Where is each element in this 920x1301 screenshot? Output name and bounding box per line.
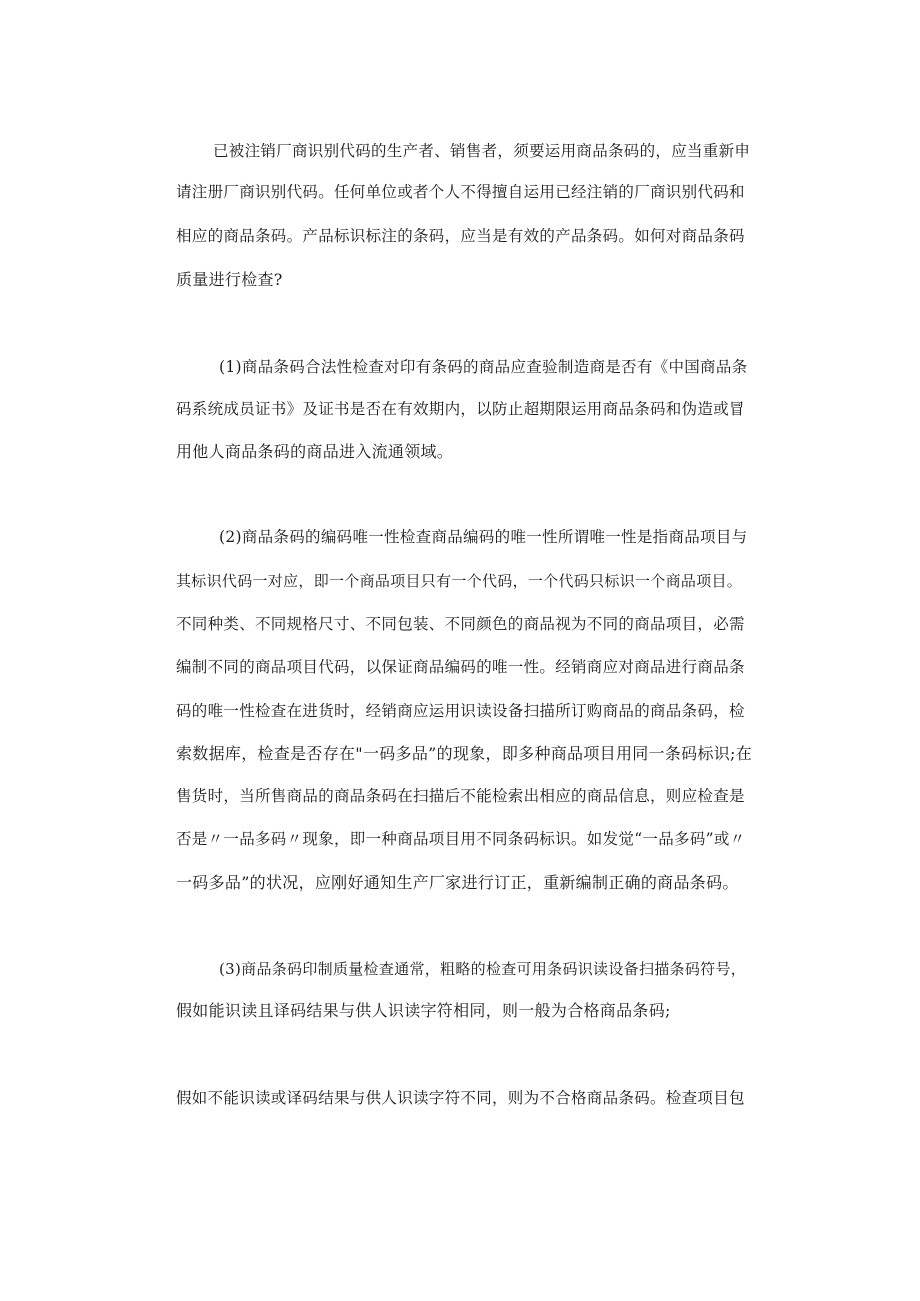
paragraph-3-line-6: 索数据库，检查是否存在"一码多品”的现象，即多种商品项目用同一条码标识;在 (176, 744, 753, 763)
paragraph-3-line-8: 否是〃一品多码〃现象，即一种商品项目用不同条码标识。如发觉“一品多码”或〃 (176, 830, 746, 848)
paragraph-4-line-1: (3)商品条码印制质量检查通常，粗略的检查可用条码识读设备扫描条码符号， (219, 960, 747, 978)
paragraph-1-line-3: 相应的商品条码。产品标识标注的条码，应当是有效的产品条码。如何对商品条码 (176, 227, 745, 245)
paragraph-3-line-7: 售货时，当所售商品的商品条码在扫描后不能检索出相应的商品信息，则应检查是 (176, 787, 745, 805)
paragraph-3-line-3: 不同种类、不同规格尺寸、不同包装、不同颜色的商品视为不同的商品项目，必需 (176, 615, 745, 633)
paragraph-2-line-1: (1)商品条码合法性检查对印有条码的商品应查验制造商是否有《中国商品条 (219, 358, 748, 376)
paragraph-3-line-2: 其标识代码一对应，即一个商品项目只有一个代码，一个代码只标识一个商品项目。 (176, 572, 743, 590)
paragraph-1-line-4: 质量进行检查? (176, 270, 283, 289)
paragraph-3-line-1: (2)商品条码的编码唯一性检查商品编码的唯一性所谓唯一性是指商品项目与 (219, 528, 748, 546)
paragraph-1-line-1: 已被注销厂商识别代码的生产者、销售者，须要运用商品条码的，应当重新申 (213, 142, 751, 160)
paragraph-3-line-9: 一码多品”的状况，应刚好通知生产厂家进行订正，重新编制正确的商品条码。 (176, 873, 739, 892)
paragraph-5-line-1: 假如不能识读或译码结果与供人识读字符不同，则为不合格商品条码。检查项目包 (176, 1089, 745, 1107)
paragraph-2-line-2: 码系统成员证书》及证书是否在有效期内，以防止超期限运用商品条码和伪造或冒 (176, 400, 745, 418)
paragraph-1-line-2: 请注册厂商识别代码。任何单位或者个人不得擅自运用已经注销的厂商识别代码和 (176, 183, 745, 201)
paragraph-3-line-5: 码的唯一性检查在进货时，经销商应运用识读设备扫描所订购商品的商品条码，检 (176, 702, 745, 720)
paragraph-2-line-3: 用他人商品条码的商品进入流通领域。 (176, 442, 454, 461)
paragraph-4-line-2: 假如能识读且译码结果与供人识读字符相同，则一般为合格商品条码; (176, 1001, 671, 1020)
paragraph-3-line-4: 编制不同的商品项目代码，以保证商品编码的唯一性。经销商应对商品进行商品条 (176, 658, 745, 676)
